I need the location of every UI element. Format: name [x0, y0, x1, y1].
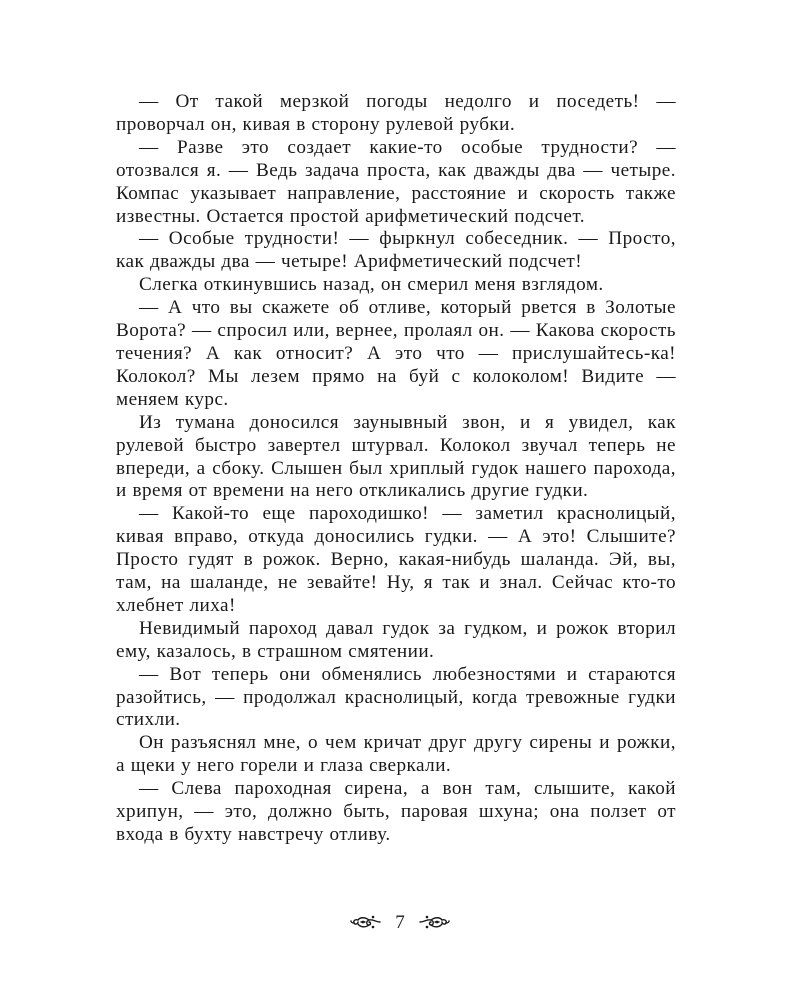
paragraph-7: — Какой-то еще пароходишко! — заметил краснолицый, кивая вправо, откуда доносились гудки. — А это! Слышите? Просто гудят в рожок. Верно, какая-нибудь шаланда. Эй, вы, там, на шаланде, не зевайте! Ну, я так и знал. Сейчас кто-то хлебнет лиха!	[116, 503, 676, 616]
floral-ornament-left-icon	[349, 914, 383, 930]
paragraph-3: — Особые трудности! — фыркнул собеседник. — Просто, как дважды два — четыре! Арифметический подсчет!	[116, 228, 676, 273]
paragraph-6: Из тумана доносился заунывный звон, и я увидел, как рулевой быстро завертел штурвал. Колокол звучал теперь не впереди, а сбоку. Слышен был хриплый гудок нашего парохода, и время от времени на него откликались другие гудки.	[116, 411, 676, 502]
paragraph-4: Слегка откинувшись назад, он смерил меня взглядом.	[139, 274, 604, 296]
page-number: 7	[395, 911, 405, 933]
paragraph-5: — А что вы скажете об отливе, который рвется в Золотые Ворота? — спросил или, вернее, пролаял он. — Какова скорость течения? А как относит? А это что — прислушайтесь-ка! Колокол? Мы лезем прямо на буй с колоколом! Видите — меняем курс.	[116, 297, 676, 410]
paragraph-1: — От такой мерзкой погоды недолго и поседеть! — проворчал он, кивая в сторону рулевой рубки.	[116, 91, 676, 135]
paragraph-2: — Разве это создает какие-то особые трудности? — отозвался я. — Ведь задача проста, как дважды два — четыре. Компас указывает направление, расстояние и скорость также известны. Остается простой арифметический подсчет.	[116, 136, 676, 227]
paragraph-9: — Вот теперь они обменялись любезностями и стараются разойтись, — продолжал краснолицый, когда тревожные гудки стихли.	[116, 663, 676, 731]
paragraph-10: Он разъяснял мне, о чем кричат друг другу сирены и рожки, а щеки у него горели и глаза сверкали.	[116, 732, 676, 777]
paragraph-11: — Слева пароходная сирена, а вон там, слышите, какой хрипун, — это, должно быть, паровая шхуна; она ползет от входа в бухту навстречу отливу.	[116, 778, 676, 845]
page-footer	[0, 907, 800, 937]
body-text	[116, 91, 676, 847]
floral-ornament-right-icon	[417, 914, 451, 930]
paragraph-8: Невидимый пароход давал гудок за гудком, и рожок вторил ему, казалось, в страшном смятении.	[116, 617, 676, 662]
